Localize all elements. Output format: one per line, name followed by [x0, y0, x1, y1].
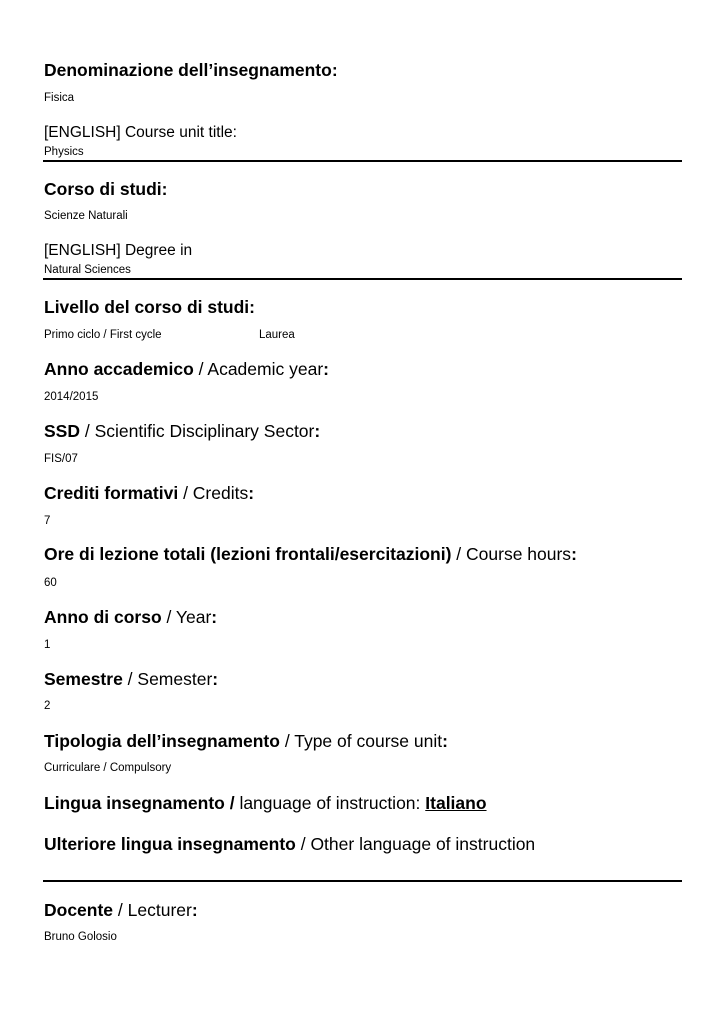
semester-colon: : [212, 669, 219, 689]
lecturer-value: Bruno Golosio [44, 931, 117, 943]
lecturer-colon: : [191, 900, 198, 920]
year-heading [44, 606, 217, 628]
unit-type-heading [44, 730, 448, 752]
unit-type-label-en: / Type of course unit [279, 731, 443, 751]
ssd-colon: : [314, 421, 321, 441]
lecturer-label-it: Docente [44, 900, 114, 920]
course-title-value: Fisica [44, 92, 75, 104]
lecturer-heading [44, 899, 198, 921]
level-heading [44, 296, 255, 318]
hours-label-it: Ore di lezione totali (lezioni frontali/esercitazioni) [44, 544, 452, 564]
ssd-label-en: / Scientific Disciplinary Sector [79, 421, 315, 441]
other-language-label-it: Ulteriore lingua insegnamento [44, 834, 296, 854]
unit-type-colon: : [442, 731, 448, 751]
divider [43, 880, 682, 882]
credits-label-it: Crediti formativi [44, 483, 179, 503]
divider [43, 160, 682, 162]
credits-value: 7 [44, 515, 51, 527]
credits-label-en: / Credits [178, 483, 249, 503]
level-value: Primo ciclo / First cycle [44, 329, 162, 341]
hours-heading [44, 543, 577, 565]
course-title-label: Denominazione dell’insegnamento: [44, 60, 338, 80]
course-title-en-value: Physics [44, 146, 84, 158]
degree-value: Scienze Naturali [44, 210, 128, 222]
credits-colon: : [248, 483, 255, 503]
course-title-en-label: [ENGLISH] Course unit title: [44, 124, 237, 141]
degree-label: Corso di studi: [44, 179, 168, 199]
level-value-degree-type: Laurea [259, 329, 295, 341]
unit-type-label-it: Tipologia dell’insegnamento [44, 731, 280, 751]
unit-type-value: Curriculare / Compulsory [44, 762, 172, 774]
hours-label-en: / Course hours [451, 544, 572, 564]
ssd-value: FIS/07 [44, 453, 78, 465]
degree-heading [44, 178, 167, 200]
language-label-it: Lingua insegnamento / [44, 793, 235, 813]
credits-heading [44, 482, 254, 504]
semester-label-en: / Semester [122, 669, 213, 689]
hours-colon: : [571, 544, 577, 564]
degree-en-value: Natural Sciences [44, 264, 131, 276]
language-value: Italiano [425, 793, 487, 813]
year-label-it: Anno di corso [44, 607, 162, 627]
academic-year-heading [44, 358, 329, 380]
other-language-label-en: / Other language of instruction [295, 834, 536, 854]
degree-en-label: [ENGLISH] Degree in [44, 242, 193, 259]
other-language-heading [44, 833, 535, 855]
language-heading [44, 792, 487, 814]
language-label-en: language of instruction: [234, 793, 426, 813]
academic-year-label-it: Anno accademico [44, 359, 194, 379]
semester-value: 2 [44, 700, 51, 712]
ssd-label-it: SSD [44, 421, 80, 441]
lecturer-label-en: / Lecturer [113, 900, 192, 920]
semester-heading [44, 668, 218, 690]
divider [43, 278, 682, 280]
academic-year-colon: : [323, 359, 329, 379]
ssd-heading [44, 420, 320, 442]
course-title-heading [44, 59, 338, 81]
hours-value: 60 [44, 577, 57, 589]
semester-label-it: Semestre [44, 669, 123, 689]
level-label: Livello del corso di studi: [44, 297, 255, 317]
academic-year-value: 2014/2015 [44, 391, 99, 403]
year-value: 1 [44, 639, 51, 651]
year-colon: : [211, 607, 218, 627]
academic-year-label-en: / Academic year [193, 359, 324, 379]
year-label-en: / Year [161, 607, 212, 627]
